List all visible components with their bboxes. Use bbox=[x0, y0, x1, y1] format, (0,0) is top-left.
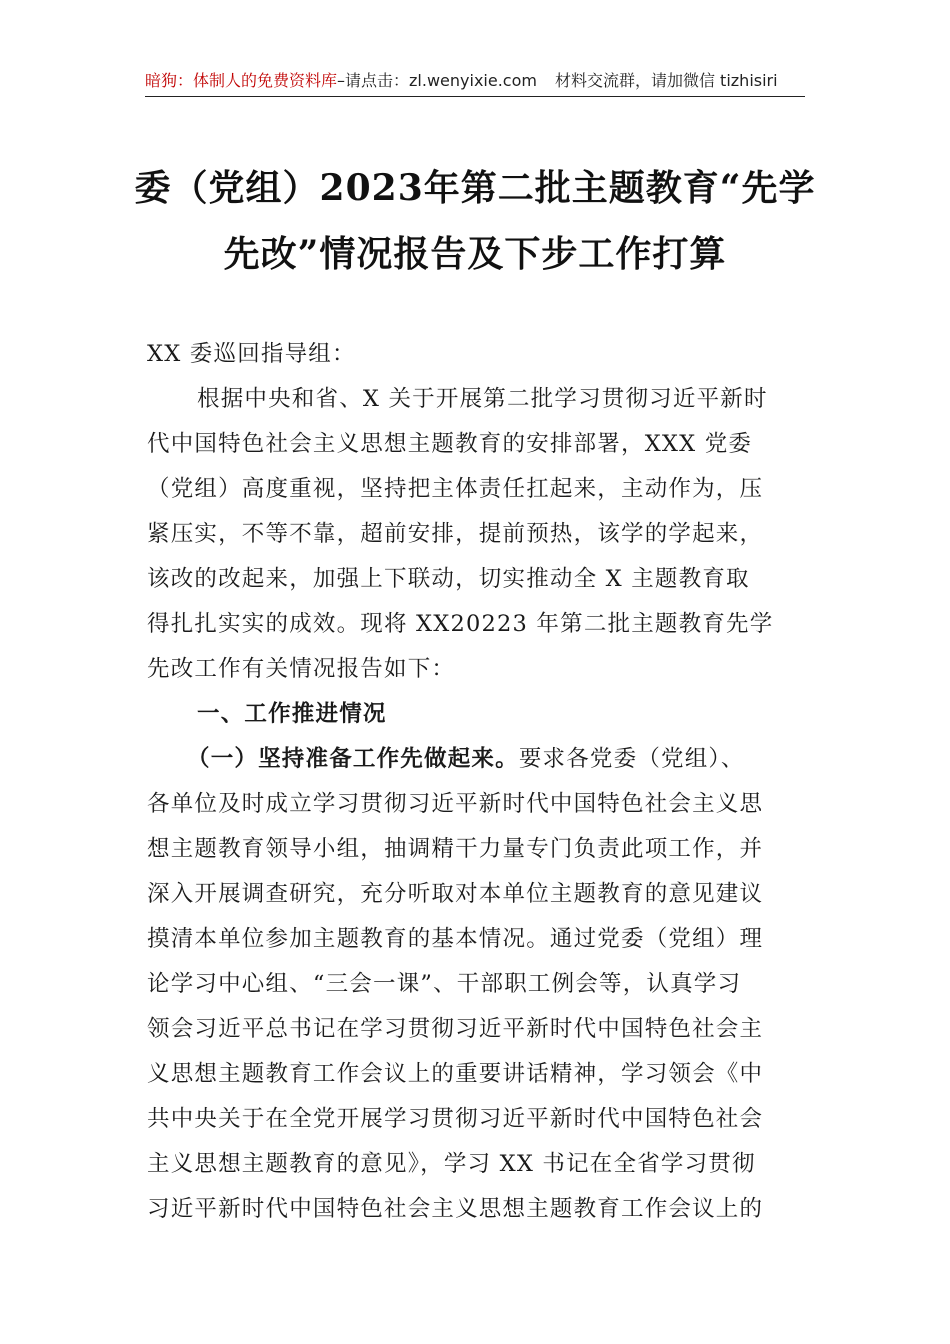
document-title-line-1: 委（党组）2023年第二批主题教育“先学 bbox=[134, 167, 816, 209]
header-url-link[interactable]: zl.wenyixie.com bbox=[409, 71, 537, 90]
document-header bbox=[145, 68, 805, 97]
header-contact: 材料交流群，请加微信 tizhisiri bbox=[554, 71, 778, 90]
paragraph-line: 习近平新时代中国特色社会主义思想主题教育工作会议上的 bbox=[147, 1196, 764, 1222]
paragraph-line: 深入开展调查研究，充分听取对本单位主题教育的意见建议 bbox=[147, 881, 764, 907]
paragraph-line bbox=[147, 737, 807, 782]
paragraph-line: 紧压实，不等不靠，超前安排，提前预热，该学的学起来， bbox=[147, 521, 764, 547]
subsection-1-heading: （一）坚持准备工作先做起来。 bbox=[187, 746, 519, 772]
paragraph-line: （党组）高度重视，坚持把主体责任扛起来，主动作为，压 bbox=[147, 476, 764, 502]
intro-paragraph bbox=[147, 377, 807, 692]
paragraph-line: 各单位及时成立学习贯彻习近平新时代中国特色社会主义思 bbox=[147, 791, 764, 817]
header-link-prefix: –请点击： bbox=[337, 71, 410, 90]
paragraph-line: 得扎扎实实的成效。现将 XX20223 年第二批主题教育先学 bbox=[147, 611, 774, 637]
paragraph-line: 摸清本单位参加主题教育的基本情况。通过党委（党组）理 bbox=[147, 926, 764, 952]
paragraph-line: 代中国特色社会主义思想主题教育的安排部署，XXX 党委 bbox=[147, 431, 753, 457]
section-heading: 一、工作推进情况 bbox=[197, 701, 387, 727]
paragraph-line: 先改工作有关情况报告如下： bbox=[147, 656, 456, 682]
salutation: XX 委巡回指导组： bbox=[147, 341, 356, 367]
paragraph-line: 根据中央和省、X 关于开展第二批学习贯彻习近平新时 bbox=[197, 386, 768, 412]
subsection-1-paragraph bbox=[147, 737, 807, 1232]
paragraph-line: 共中央关于在全党开展学习贯彻习近平新时代中国特色社会 bbox=[147, 1106, 764, 1132]
paragraph-line: 主义思想主题教育的意见》，学习 XX 书记在全省学习贯彻 bbox=[147, 1151, 756, 1177]
paragraph-line: 想主题教育领导小组，抽调精干力量专门负责此项工作，并 bbox=[147, 836, 764, 862]
paragraph-line: 领会习近平总书记在学习贯彻习近平新时代中国特色社会主 bbox=[147, 1016, 764, 1042]
paragraph-line: 论学习中心组、“三会一课”、干部职工例会等，认真学习 bbox=[147, 971, 742, 997]
header-brand: 暗狗：体制人的免费资料库 bbox=[145, 71, 338, 90]
paragraph-line: 义思想主题教育工作会议上的重要讲话精神，学习领会《中 bbox=[147, 1061, 764, 1087]
subsection-1-first-line-rest: 要求各党委（党组）、 bbox=[518, 746, 745, 772]
document-title-line-2: 先改”情况报告及下步工作打算 bbox=[223, 233, 727, 275]
paragraph-line: 该改的改起来，加强上下联动，切实推动全 X 主题教育取 bbox=[147, 566, 750, 592]
